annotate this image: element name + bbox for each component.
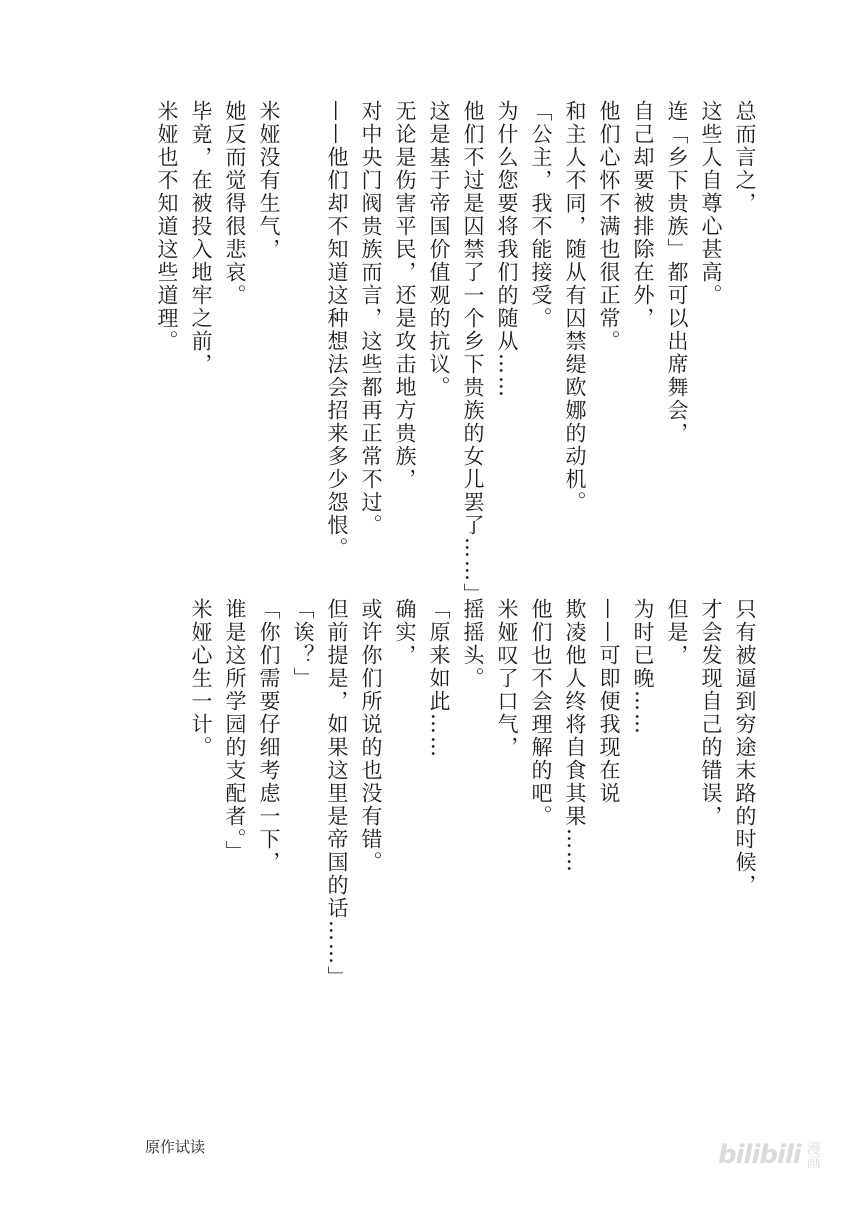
text-line: 无论是伤害平民，还是攻击地方贵族，	[393, 100, 417, 491]
footer-label: 原作试读	[145, 1138, 206, 1156]
text-line: 米娅心生一计。	[189, 598, 213, 759]
text-line: 「你们需要仔细考虑一下，	[257, 598, 281, 874]
text-line: 和主人不同，随从有囚禁缇欧娜的动机。	[563, 100, 587, 514]
text-line: 连「乡下贵族」都可以出席舞会，	[665, 100, 689, 445]
text-line: ——可即便我现在说	[597, 598, 621, 805]
text-line: 自己却要被排除在外，	[631, 100, 655, 330]
text-line: 米娅叹了口气，	[495, 598, 519, 759]
bilibili-watermark	[718, 1140, 821, 1170]
text-line: 只有被逼到穷途末路的时候，	[733, 598, 757, 897]
watermark-side-text: 漫画	[804, 1141, 821, 1169]
text-line: 毕竟，在被投入地牢之前，	[189, 100, 213, 376]
text-line: 为时已晚……	[631, 598, 655, 736]
text-line: 米娅也不知道这些道理。	[155, 100, 179, 353]
text-line: 对中央门阀贵族而言，这些都再正常不过。	[359, 100, 383, 537]
text-line: 摇摇头。	[461, 598, 485, 690]
text-block-bottom	[122, 598, 762, 1018]
text-line: 「诶？」	[291, 598, 315, 690]
text-line: 但是，	[665, 598, 689, 667]
text-line: 这是基于帝国价值观的抗议。	[427, 100, 451, 399]
text-line: 总而言之，	[733, 100, 757, 215]
text-line: 才会发现自己的错误，	[699, 598, 723, 828]
text-line: 为什么您要将我们的随从……	[495, 100, 519, 399]
text-line: 米娅没有生气，	[257, 100, 281, 261]
text-line: 他们也不会理解的吧。	[529, 598, 553, 828]
text-line: 确实，	[393, 598, 417, 667]
text-line: 她反而觉得很悲哀。	[223, 100, 247, 307]
text-block-top	[122, 100, 762, 606]
text-line: 他们心怀不满也很正常。	[597, 100, 621, 353]
text-line: 「公主，我不能接受。	[529, 100, 553, 330]
text-line: 「原来如此……	[427, 598, 451, 759]
text-line: 欺凌他人终将自食其果……	[563, 598, 587, 874]
text-line: 谁是这所学园的支配者。」	[223, 598, 247, 864]
watermark-text: bilibili	[718, 1140, 801, 1170]
paragraph-gap	[286, 100, 320, 555]
text-line: 他们不过是囚禁了一个乡下贵族的女儿罢了……」	[461, 100, 485, 606]
text-line: 或许你们所说的也没有错。	[359, 598, 383, 874]
text-line: 但前提是，如果这里是帝国的话……」	[325, 598, 349, 989]
text-line: 这些人自尊心甚高。	[699, 100, 723, 307]
text-line: ——他们却不知道这种想法会招来多少怨恨。	[325, 100, 349, 560]
